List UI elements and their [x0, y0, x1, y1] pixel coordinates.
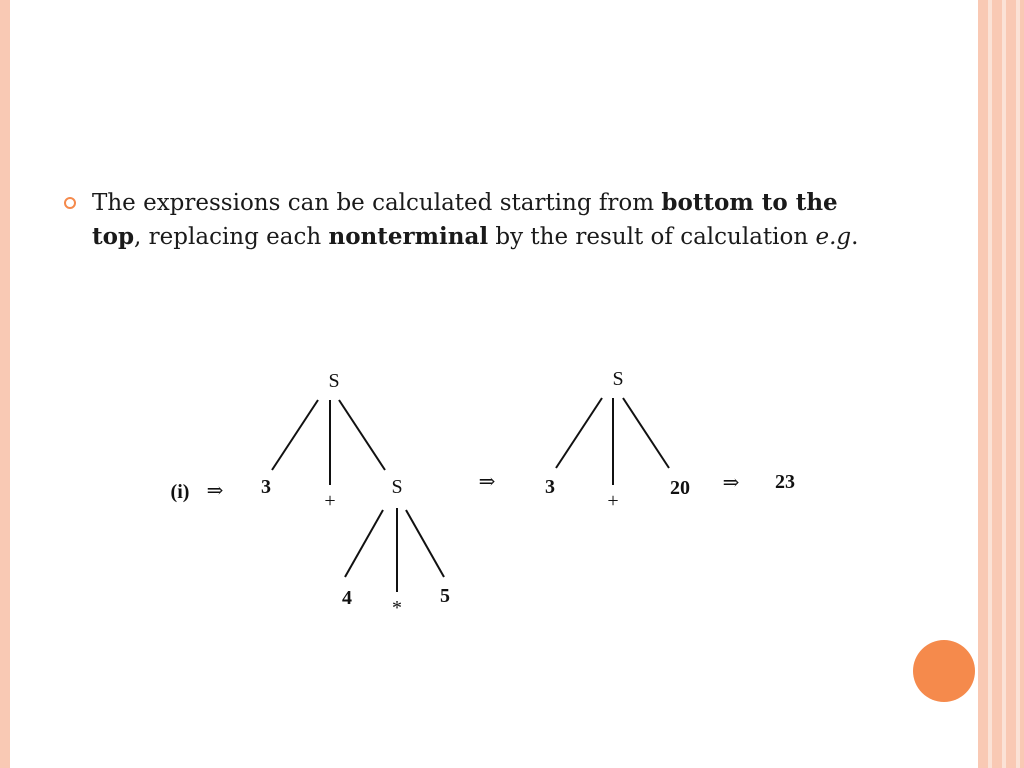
tree2-edge-right [623, 398, 669, 468]
bullet-text-middle: , replacing each [134, 224, 329, 250]
bullet-italic-eg: e.g [815, 224, 852, 250]
tree2-child-right: 20 [670, 477, 690, 499]
arrow-1: ⇒ [206, 480, 224, 502]
tree1-root-label: S [328, 370, 340, 392]
bullet-bold-phrase-1: bottom to the top [92, 189, 838, 250]
tree1-edge-left [272, 400, 318, 470]
bullet-text-start: The expressions can be calculated starting from [92, 190, 662, 216]
tree2-child-middle: + [607, 490, 619, 512]
bullet-text-after: by the result of calculation [488, 224, 816, 250]
subtree-child-left: 4 [342, 587, 352, 609]
final-result: 23 [775, 471, 795, 493]
subtree-child-right: 5 [440, 585, 450, 607]
tree1-child-middle: + [324, 490, 336, 512]
arrow-3: ⇒ [722, 472, 740, 494]
tree1-edge-right [339, 400, 385, 470]
bullet-bold-phrase-2: nonterminal [328, 223, 489, 250]
subtree-child-middle: * [392, 597, 402, 619]
tree2-child-left: 3 [545, 476, 555, 498]
bullet-text-end: . [851, 224, 859, 250]
tree2-root-label: S [612, 368, 624, 390]
tree1-child-right: S [391, 476, 403, 498]
subtree-edge-left [345, 510, 383, 577]
tree1-child-left: 3 [261, 476, 271, 498]
tree2-edge-left [556, 398, 602, 468]
arrow-2: ⇒ [478, 471, 496, 493]
step-label: (i) [170, 481, 190, 503]
subtree-edge-right [406, 510, 444, 577]
